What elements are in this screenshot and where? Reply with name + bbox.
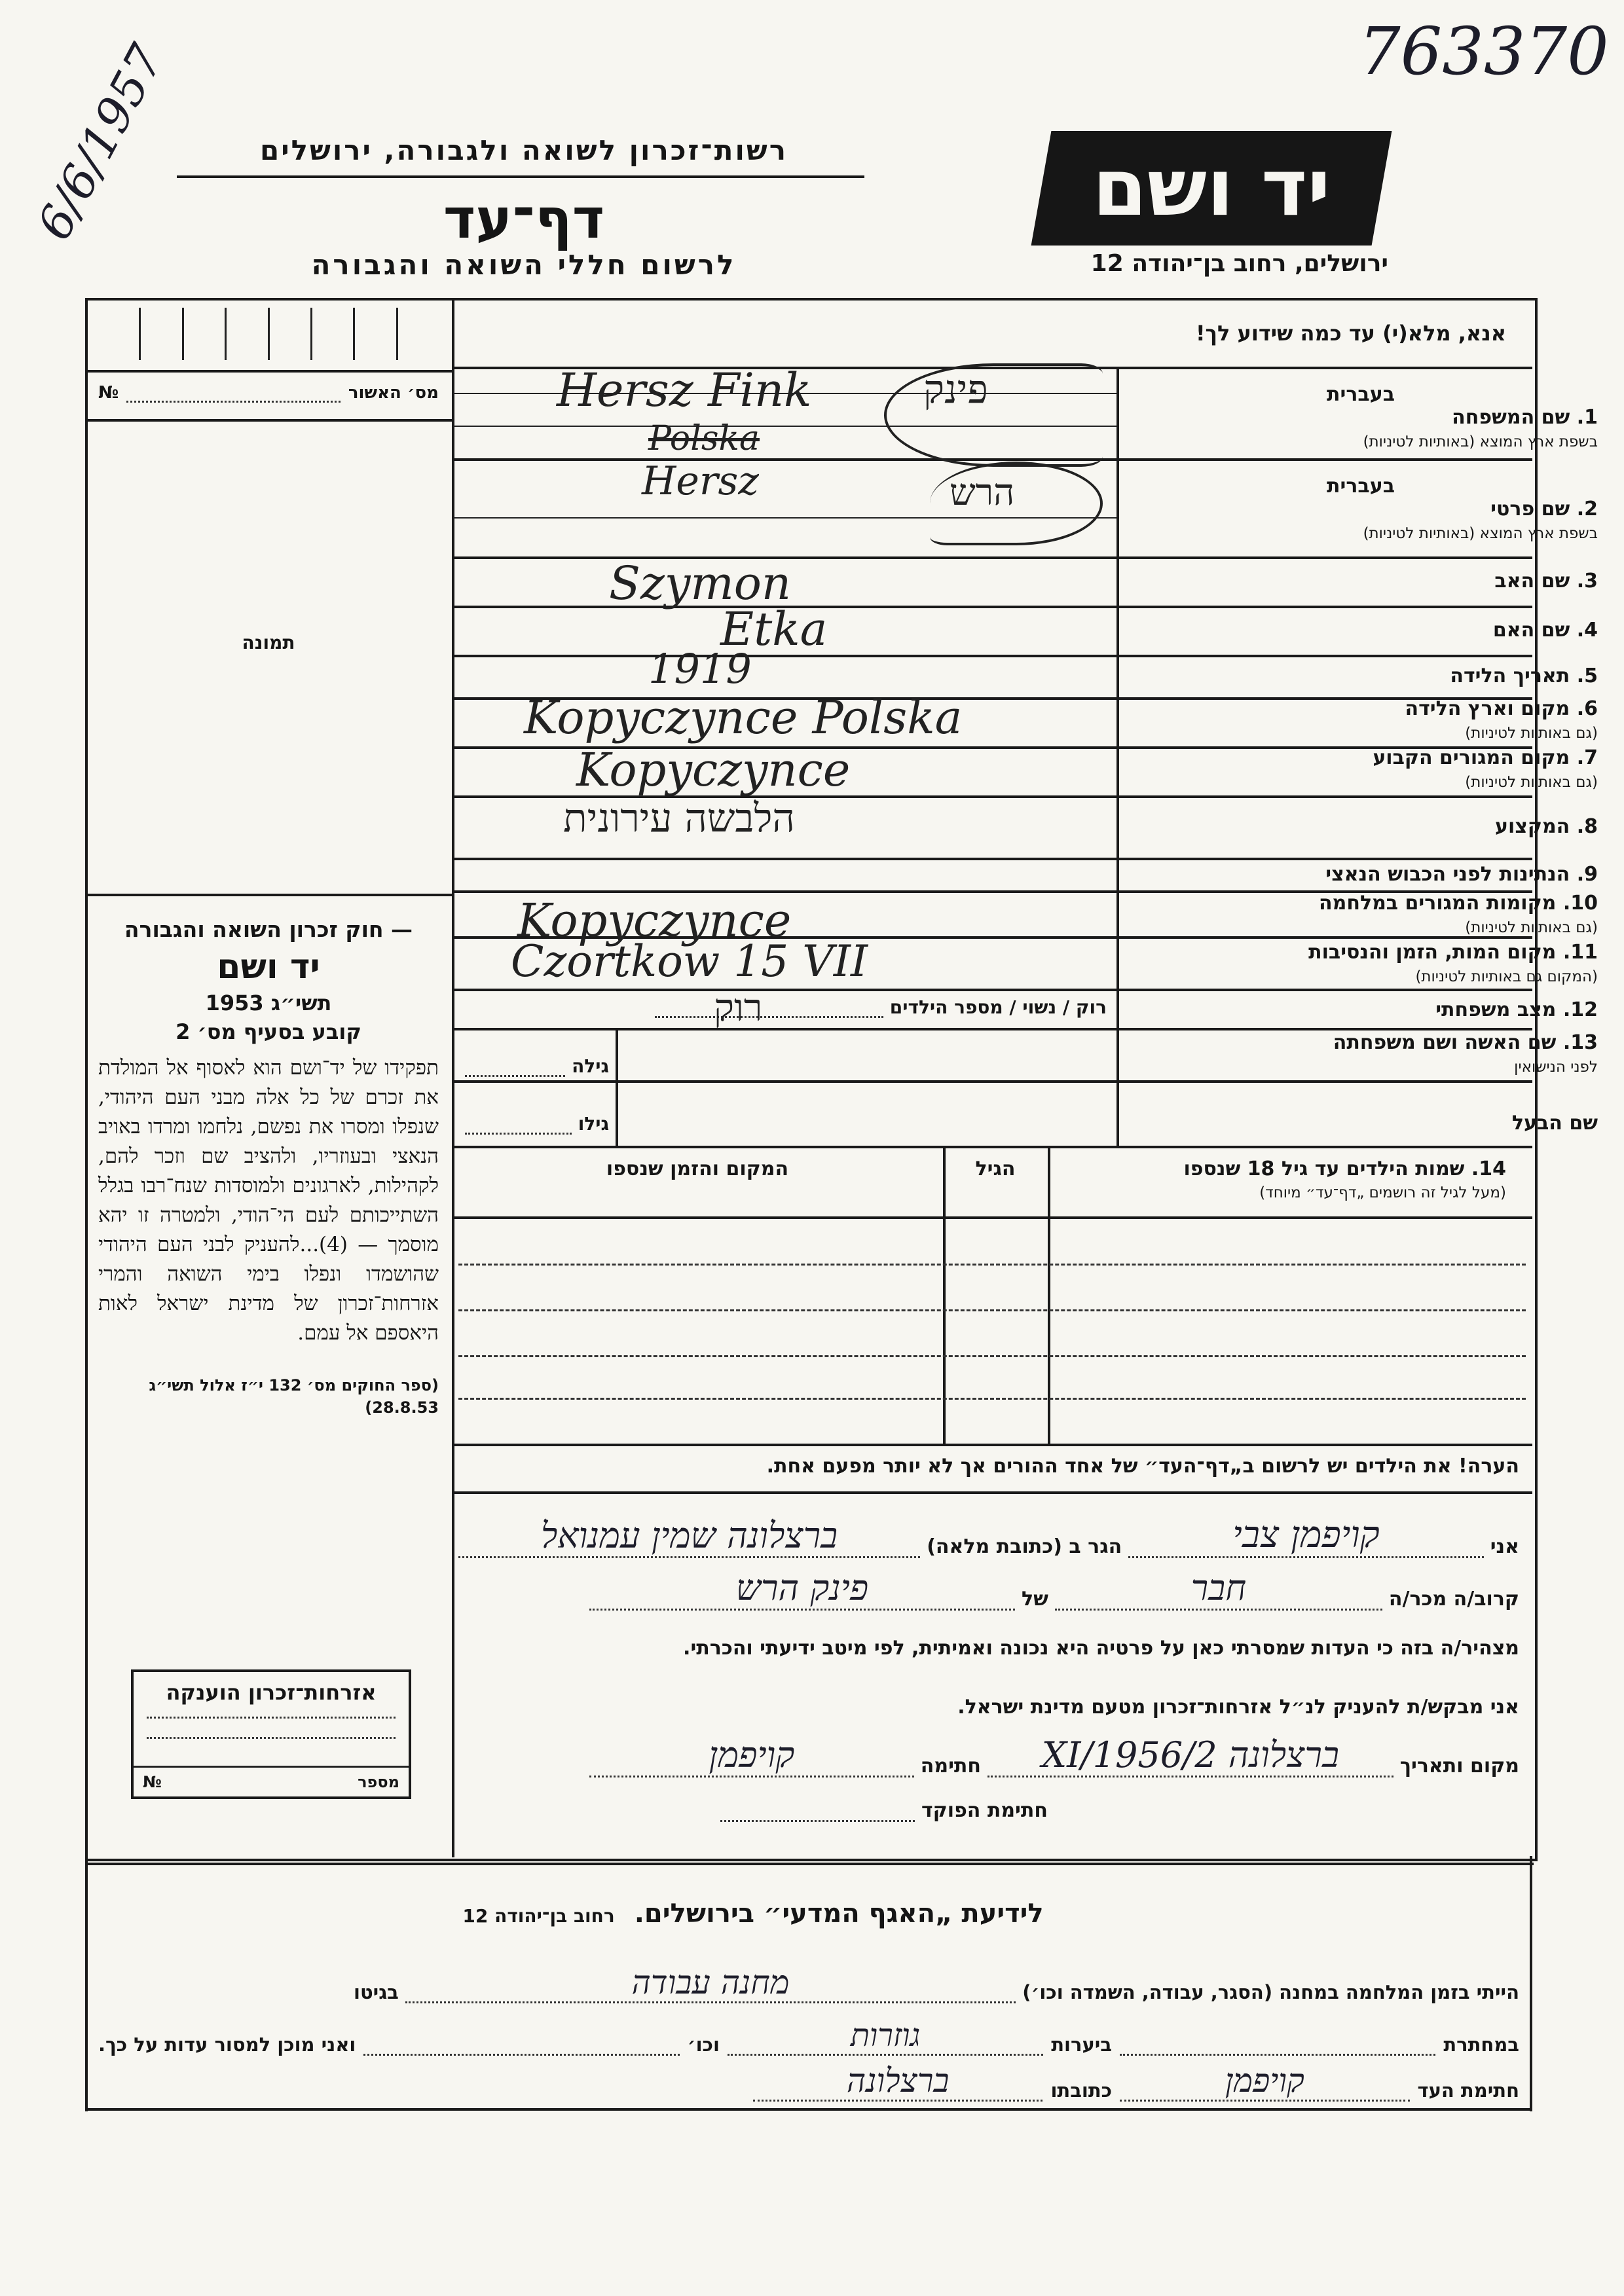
header-rule — [177, 175, 864, 178]
underground-field[interactable] — [1120, 2028, 1435, 2056]
wartime-residence-value: Kopyczynce — [517, 894, 792, 947]
children-place-col: המקום והזמן שנספו — [606, 1157, 789, 1180]
note-rule — [453, 1491, 1532, 1494]
field-12-name: מצב משפחתי — [1435, 998, 1557, 1021]
children-header — [1054, 1157, 1506, 1201]
field-3-num: 3. — [1576, 570, 1598, 592]
law-clause: קובע בסעיף מס׳ 2 — [175, 1019, 361, 1044]
ms-number: 763370 — [1359, 13, 1609, 90]
law-name: יד ושם — [217, 947, 320, 987]
field-2-num: 2. — [1576, 498, 1598, 520]
law-text: תפקידו של יד־ושם הוא לאסוף אל המולדת את זכרם של כל אלה מבני העם היהודי, שנפלו ומסרו את נפשם, נלחמו ומרדו באויב הנאצי ובעוזריו, ולהציב שם וזכר להם, לקהילות, לארגונים ולמוסדות שנח־רבו בגלל השתייכותם לעם הי־הודי, ולמטרה זו יהא מוסמך — (4)...להעניק לבני העם היהודי שהושמדו ונפלו בימי השואה והמרי אזרחות־זכרון של מדינת ישראל לאות היאספם אל עמם. — [98, 1056, 439, 1345]
field-11-name: מקום המות, הזמן והנסיבות — [1308, 941, 1557, 964]
first-name-bracket — [930, 462, 1103, 545]
children-count-field[interactable] — [655, 996, 883, 1018]
family-name-latin-value: Hersz Fink — [557, 363, 812, 417]
field-6-label — [1231, 697, 1598, 743]
field-5-name: תאריך הלידה — [1450, 665, 1570, 687]
footer-rule-bottom — [86, 2108, 1532, 2111]
age-label-husband — [465, 1113, 609, 1135]
field-11-num: 11. — [1562, 941, 1598, 964]
children-row[interactable] — [458, 1309, 1526, 1311]
forest-value[interactable]: גוזרות — [728, 2017, 1043, 2056]
children-sub-text: (מעל לגיל זה רושמים „דף־עד״ מיוחד) — [1259, 1184, 1506, 1201]
underground-label: במחתרת — [1443, 2033, 1519, 2056]
left-top-rule — [86, 370, 453, 373]
mother-value: Etka — [720, 602, 828, 656]
citizenship-box — [131, 1669, 411, 1799]
row-sep — [453, 655, 1532, 657]
field-7-num: 7. — [1576, 746, 1598, 769]
field-8-label — [1231, 815, 1598, 838]
citizenship-line-1[interactable] — [147, 1717, 396, 1719]
willing-text: ואני מוכן למסור עדות על כך. — [98, 2033, 356, 2056]
field-2-sub: בשפת ארץ המוצא (באותיות לטיניות) — [1363, 525, 1598, 542]
code-boxes — [98, 308, 439, 360]
field-7-name: מקום המגורים הקבוע — [1373, 746, 1570, 769]
age-husband-text: גילו — [578, 1113, 609, 1135]
number-symbol: № — [143, 1773, 162, 1791]
citizenship-line-2[interactable] — [147, 1737, 396, 1739]
number-label: מספר — [358, 1773, 399, 1791]
row-sep — [453, 858, 1532, 860]
field-4-label — [1231, 619, 1598, 642]
officer-label: חתימת הפוקד — [921, 1799, 1048, 1822]
photo-bottom-rule — [86, 894, 453, 896]
field-13-label — [1231, 1031, 1598, 1077]
witness-address-label: כתובתו — [1050, 2079, 1113, 2102]
row-sep — [453, 1146, 1532, 1148]
children-header-text: 14. שמות הילדים עד גיל 18 שנספו — [1183, 1157, 1506, 1180]
field-10-sub: (גם באותיות לטיניות) — [1465, 919, 1598, 936]
law-ref: (ספר החוקים מס׳ 132 י״ז אלול תשי״ג 28.8.53) — [149, 1376, 439, 1417]
camp-label: הייתי בזמן המלחמה במחנה (הסגר, עבודה, השמדה וכו׳) — [1022, 1981, 1519, 2003]
field-10-label — [1231, 892, 1598, 938]
citizenship-title: אזרחות־זכרון הוענקה — [166, 1680, 377, 1705]
field-3-label — [1231, 570, 1598, 592]
statement: מצהיר/ה בזה כי העדות שמסרתי כאן על פרטיה היא נכונה ואמיתית, לפי מיטב ידיעתי והכרתי. — [683, 1637, 1519, 1660]
profession-value: הלבשה עירונית — [563, 795, 795, 841]
field-5-num: 5. — [1576, 665, 1598, 687]
photo-label: תמונה — [242, 632, 295, 653]
marital-options-text: רוק / נשוי / מספר הילדים — [889, 996, 1107, 1018]
field-6-num: 6. — [1576, 697, 1598, 720]
relative-value[interactable]: חבר — [1055, 1567, 1382, 1611]
footer-address: רחוב בן־יהודה 12 — [462, 1905, 615, 1927]
birth-date-value: 1919 — [648, 645, 752, 693]
resides-label: הגר ב (כתובת מלאה) — [927, 1535, 1122, 1558]
field-13-sub: לפני הנישואין — [1514, 1059, 1598, 1076]
witness-label: חתימת העד — [1417, 2079, 1519, 2102]
field-1-name: שם המשפחה — [1452, 406, 1570, 429]
i-value[interactable]: קויפמן צבי — [1128, 1514, 1483, 1558]
field-1-num: 1. — [1576, 406, 1598, 429]
father-value: Szymon — [609, 556, 791, 610]
age-wife-field[interactable] — [465, 1055, 565, 1077]
residence-value: Kopyczynce — [576, 743, 851, 797]
field-2-label — [1231, 498, 1598, 543]
first-name-latin-value: Hersz — [642, 458, 759, 504]
of-label: של — [1022, 1588, 1048, 1611]
signature-label: חתימה — [920, 1755, 982, 1777]
officer-line — [720, 1794, 1048, 1822]
children-header-rule — [453, 1216, 1532, 1219]
children-row[interactable] — [458, 1355, 1526, 1357]
footer-rule-top — [86, 1863, 1534, 1865]
field-1-label — [1231, 406, 1598, 452]
approval-label-text: מס׳ האשור — [348, 383, 439, 403]
place-date-value[interactable]: ברצלונה 2/XI/1956 — [987, 1734, 1393, 1777]
family-name-struck-value: Polska — [648, 419, 760, 458]
witness-value[interactable]: קויפמן — [1120, 2062, 1409, 2102]
field-4-num: 4. — [1576, 619, 1598, 642]
approval-label — [98, 383, 439, 403]
i-label: אני — [1490, 1535, 1519, 1558]
etc-label: וכו׳ — [687, 2033, 720, 2056]
instruction: אנא, מלא(י) עד כמה שידוע לך! — [1195, 321, 1506, 346]
footer-line-1 — [354, 1958, 1519, 2003]
age-wife-text: גילה — [572, 1055, 609, 1077]
field-2-name: שם פרטי — [1490, 498, 1570, 520]
law-year: תשי״ג 1953 — [205, 991, 332, 1015]
header-address: ירושלים, רחוב בן־יהודה 12 — [1090, 250, 1388, 277]
age-husband-field[interactable] — [465, 1113, 572, 1135]
children-row[interactable] — [458, 1264, 1526, 1266]
field-11-sub: (המקום גם באותיות לטיניות) — [1415, 968, 1598, 985]
first-name-hebrew-value: הרש — [950, 471, 1015, 514]
footer-title-row — [327, 1899, 1179, 1929]
declaration-line-3 — [589, 1728, 1519, 1777]
field-1-sub: בשפת ארץ המוצא (באותיות לטיניות) — [1363, 433, 1598, 450]
field-13-name: שם האשה ושם משפחתה — [1333, 1031, 1557, 1054]
camp-value[interactable]: מחנה עבודה — [405, 1963, 1016, 2003]
hebrew-label-1: בעברית — [1327, 383, 1395, 406]
resides-value[interactable]: ברצלונה שמין עמנואל — [458, 1515, 920, 1558]
field-7-sub: (גם באותיות לטיניות) — [1465, 774, 1598, 791]
citizenship-number-row — [134, 1766, 409, 1796]
field-6-sub: (גם באותיות לטיניות) — [1465, 725, 1598, 742]
officer-signature-field[interactable] — [720, 1794, 915, 1822]
law-title: — חוק זכרון השואה והגבורה — [124, 917, 413, 942]
marital-status-value: רוק — [714, 985, 763, 1030]
family-name-hebrew-value: פינק — [923, 367, 988, 412]
family-name-bracket — [884, 363, 1103, 467]
forest-label: ביערות — [1051, 2033, 1112, 2056]
husband-label: שם הבעל — [1511, 1112, 1598, 1135]
field-4-name: שם האם — [1492, 619, 1570, 642]
footer-line-3 — [753, 2056, 1519, 2102]
form-subtitle: לרשום חללי השואה והגבורה — [311, 249, 737, 281]
footer-line-2 — [98, 2016, 1519, 2056]
field-9-name: הנתינות לפני הכבוש הנאצי — [1325, 863, 1570, 886]
note: הערה! את הילדים יש לרשום ב„דף־העד״ של אחד ההורים אך לא יותר מפעם אחת. — [766, 1455, 1519, 1478]
form-title: דף־עד — [443, 187, 605, 251]
logo-text: יד ושם — [1092, 143, 1331, 234]
field-12-label — [1231, 998, 1598, 1021]
field-8-name: המקצוע — [1494, 815, 1570, 838]
declaration-line-1 — [458, 1512, 1519, 1558]
left-column-divider — [452, 299, 454, 1857]
request: אני מבקש/ת להעניק לנ״ל אזרחות־זכרון מטעם מדינת ישראל. — [957, 1696, 1519, 1719]
law-block — [98, 917, 439, 1419]
field-6-name: מקום וארץ הלידה — [1405, 697, 1570, 720]
field-3-name: שם האב — [1494, 570, 1570, 592]
signature-value[interactable]: קויפמן — [589, 1734, 914, 1777]
field-7-label — [1231, 746, 1598, 792]
field-12-num: 12. — [1562, 998, 1598, 1021]
field-10-num: 10. — [1562, 892, 1598, 915]
age-label-wife — [465, 1055, 609, 1077]
footer-title: לידיעת „האגף המדעי״ בירושלים. — [634, 1899, 1044, 1929]
field-9-num: 9. — [1576, 863, 1598, 886]
row-sep — [453, 989, 1532, 991]
place-date-label: מקום ותאריך — [1399, 1755, 1519, 1777]
children-bottom-rule — [453, 1444, 1532, 1446]
field-10-name: מקומות המגורים במלחמה — [1319, 892, 1557, 915]
declaration-line-2 — [589, 1565, 1519, 1611]
footer-left-border — [85, 1856, 88, 2111]
field-9-label — [1231, 863, 1598, 886]
death-place-value: Czortkow 15 VII — [511, 936, 868, 987]
footer-right-border — [1530, 1856, 1532, 2111]
ghetto-label: בגיטו — [354, 1981, 399, 2003]
children-age-col: הגיל — [975, 1157, 1016, 1180]
approval-number-field[interactable] — [126, 383, 341, 403]
yad-vashem-logo — [1031, 131, 1392, 246]
corner-date: 6/6/1957 — [26, 35, 174, 249]
field-13-num: 13. — [1562, 1031, 1598, 1054]
institution-name: רשות־זכרון לשואה ולגבורה, ירושלים — [259, 134, 788, 166]
field-8-num: 8. — [1576, 815, 1598, 838]
spouse-age-divider — [616, 1028, 618, 1146]
of-value[interactable]: פינק הרש — [589, 1567, 1015, 1611]
photo-top-rule — [86, 419, 453, 422]
field-11-label — [1231, 941, 1598, 987]
children-row[interactable] — [458, 1398, 1526, 1400]
approval-number-symbol: № — [98, 383, 119, 403]
hebrew-label-2: בעברית — [1327, 475, 1395, 498]
etc-field[interactable] — [363, 2028, 679, 2056]
field-5-label — [1231, 665, 1598, 687]
relative-label: קרוב/ה מכר/ה — [1388, 1588, 1519, 1611]
birth-place-value: Kopyczynce Polska — [524, 691, 963, 744]
witness-address-value[interactable]: ברצלונה — [753, 2062, 1043, 2102]
